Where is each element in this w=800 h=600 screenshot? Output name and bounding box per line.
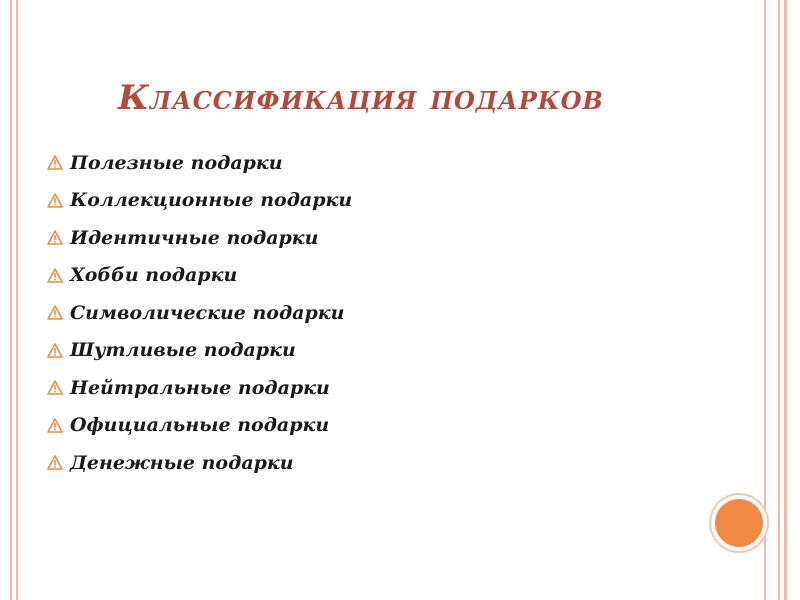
warning-triangle-icon	[46, 380, 64, 395]
warning-triangle-icon	[46, 155, 64, 170]
list-item	[46, 369, 352, 407]
list-item-label: Хобби подарки	[70, 264, 238, 287]
list-item	[46, 219, 352, 257]
slide-title: Классификация подарков	[118, 78, 604, 118]
warning-triangle-icon	[46, 193, 64, 208]
left-frame-decoration	[10, 0, 18, 600]
list-item-label: Коллекционные подарки	[70, 189, 353, 212]
list-item-label: Символические подарки	[70, 301, 345, 324]
list-item	[46, 444, 352, 482]
warning-triangle-icon	[46, 230, 64, 245]
gift-category-list	[46, 144, 352, 482]
list-item	[46, 332, 352, 370]
list-item-label: Официальные подарки	[70, 414, 330, 437]
orange-circle-decoration	[715, 499, 763, 547]
warning-triangle-icon	[46, 343, 64, 358]
list-item	[46, 182, 352, 220]
list-item	[46, 294, 352, 332]
list-item	[46, 407, 352, 445]
warning-triangle-icon	[46, 455, 64, 470]
list-item-label: Шутливые подарки	[70, 339, 296, 362]
warning-triangle-icon	[46, 268, 64, 283]
list-item-label: Идентичные подарки	[70, 226, 319, 249]
list-item-label: Денежные подарки	[70, 451, 294, 474]
list-item-label: Полезные подарки	[70, 151, 283, 174]
right-frame-line	[784, 0, 787, 600]
right-frame-decoration	[764, 0, 780, 600]
list-item-label: Нейтральные подарки	[70, 376, 330, 399]
warning-triangle-icon	[46, 305, 64, 320]
warning-triangle-icon	[46, 418, 64, 433]
list-item	[46, 144, 352, 182]
list-item	[46, 257, 352, 295]
